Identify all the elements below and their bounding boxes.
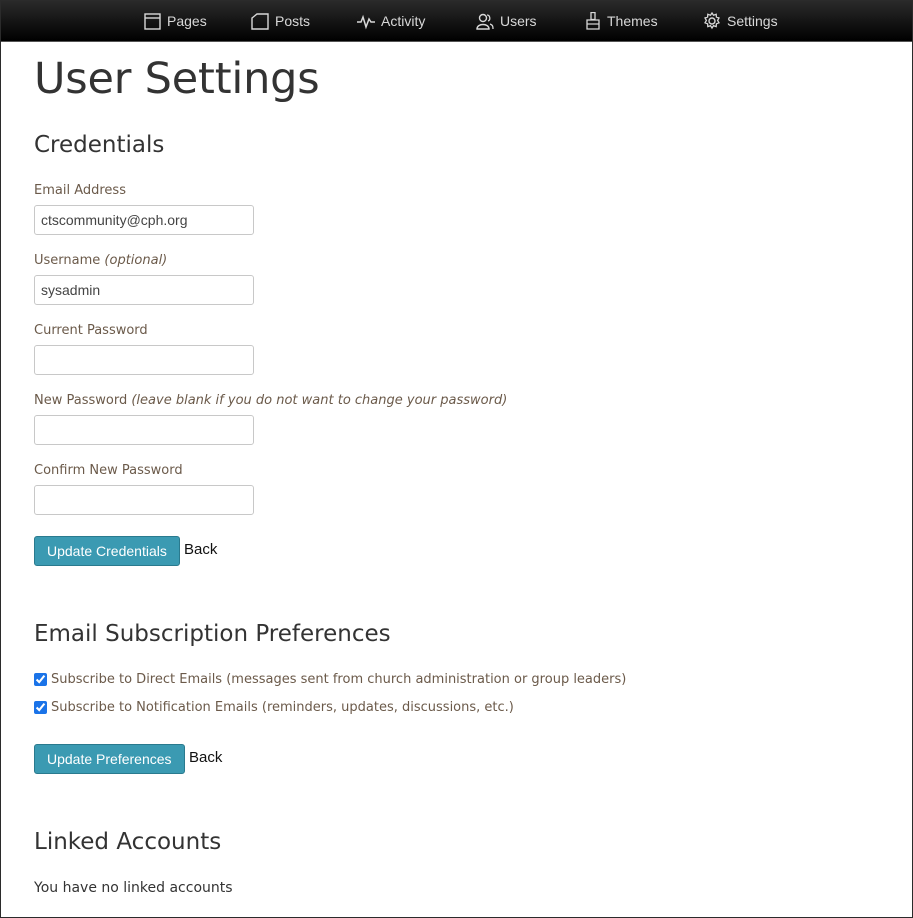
credentials-heading: Credentials [34, 132, 165, 158]
direct-emails-label: Subscribe to Direct Emails (messages sent from church administration or group leaders) [51, 672, 627, 687]
username-label-text: Username [34, 253, 101, 268]
nav-label: Themes [607, 13, 658, 29]
top-navigation-bar [1, 1, 912, 42]
confirm-password-label: Confirm New Password [34, 463, 183, 478]
gear-icon [703, 12, 721, 30]
users-icon [476, 13, 494, 30]
email-label: Email Address [34, 183, 126, 198]
new-password-label [34, 393, 507, 408]
nav-label: Activity [381, 13, 426, 29]
nav-label: Users [500, 13, 537, 29]
confirm-password-field[interactable] [34, 485, 254, 515]
email-subscription-heading: Email Subscription Preferences [34, 621, 391, 647]
notification-emails-label: Subscribe to Notification Emails (reminders, updates, discussions, etc.) [51, 700, 514, 715]
new-password-label-text: New Password [34, 393, 128, 408]
notification-emails-option[interactable] [34, 700, 514, 715]
preferences-back-link[interactable]: Back [189, 749, 223, 766]
credentials-back-link[interactable]: Back [184, 541, 218, 558]
update-credentials-button[interactable]: Update Credentials [34, 536, 180, 566]
page-title: User Settings [34, 54, 320, 104]
username-field[interactable] [34, 275, 254, 305]
nav-item-users[interactable] [476, 1, 537, 41]
posts-icon [251, 13, 269, 30]
nav-item-themes[interactable] [585, 1, 658, 41]
nav-item-posts[interactable] [251, 1, 310, 41]
themes-icon [585, 12, 601, 30]
direct-emails-option[interactable] [34, 672, 626, 687]
username-label [34, 253, 167, 268]
current-password-label: Current Password [34, 323, 148, 338]
nav-label: Posts [275, 13, 311, 29]
nav-label: Pages [167, 13, 207, 29]
nav-item-pages[interactable] [144, 1, 207, 41]
activity-icon [357, 13, 375, 30]
update-preferences-button[interactable]: Update Preferences [34, 744, 185, 774]
nav-item-activity[interactable] [357, 1, 425, 41]
username-optional-note: (optional) [104, 253, 168, 268]
no-linked-accounts-text: You have no linked accounts [34, 880, 233, 896]
linked-accounts-heading: Linked Accounts [34, 829, 222, 855]
direct-emails-checkbox[interactable] [34, 673, 47, 686]
new-password-note: (leave blank if you do not want to change your password) [131, 393, 508, 408]
nav-label: Settings [727, 13, 778, 29]
email-field[interactable] [34, 205, 254, 235]
nav-item-settings[interactable] [703, 1, 778, 41]
pages-icon [144, 13, 161, 30]
current-password-field[interactable] [34, 345, 254, 375]
notification-emails-checkbox[interactable] [34, 701, 47, 714]
new-password-field[interactable] [34, 415, 254, 445]
